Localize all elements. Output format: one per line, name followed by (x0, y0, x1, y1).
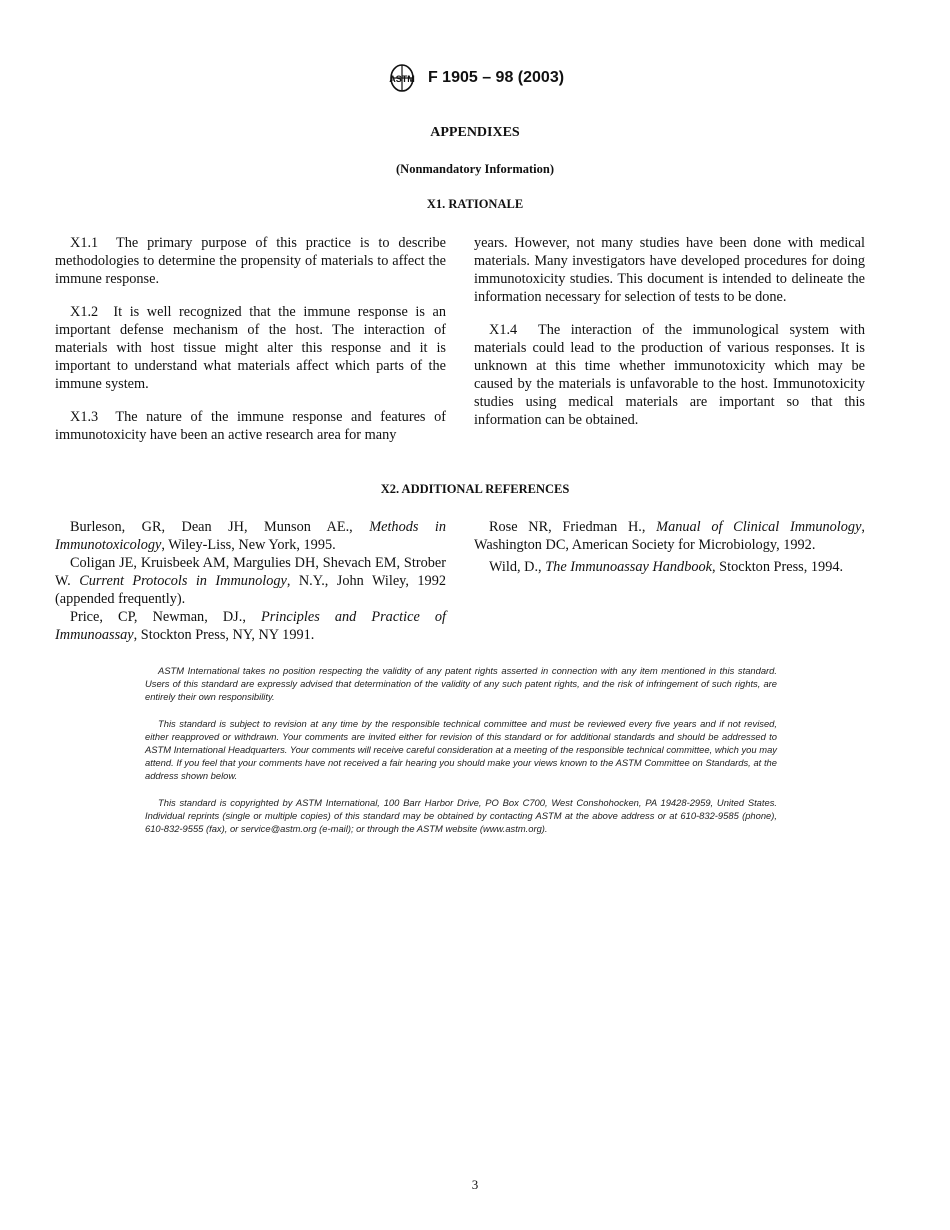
reference-authors: Burleson, GR, Dean JH, Munson AE., (70, 519, 353, 535)
page-number: 3 (471, 1177, 479, 1192)
paragraph-text: years. However, not many studies have been done with medical materials. Many investigators have developed procedures for doing immunotoxicity studies. This document is intended to delineate the information necessary for selection of tests to be done. (474, 235, 865, 305)
x1-heading: X1. RATIONALE (426, 197, 524, 211)
appendixes-title: APPENDIXES (430, 125, 520, 140)
copyright-notice: This standard is copyrighted by ASTM International, 100 Barr Harbor Drive, PO Box C700, West Conshohocken, PA 19428-2959, United States. Individual reprints (single or multiple copies) of this standard may be obtained by contacting ASTM at the above address or at 610-832-9585 (phone), 610-832-9555 (fax), or service@astm.org (e-mail); or through the ASTM website (www.astm.org). (145, 797, 777, 834)
x1-right-column (474, 234, 865, 444)
reference-authors: Wild, D., (489, 559, 542, 575)
standard-designation: F 1905 – 98 (2003) (427, 69, 565, 86)
reference-item (55, 518, 446, 554)
paragraph-x1-1 (55, 234, 446, 288)
reference-title: The Immunoassay Handbook (545, 559, 712, 575)
paragraph-text: The nature of the immune response and features of immunotoxicity have been an active research area for many (55, 409, 446, 443)
x1-left-column (55, 234, 446, 459)
paragraph-number: X1.4 (489, 322, 518, 338)
x2-left-column (55, 518, 446, 644)
paragraph-text: The interaction of the immunological system with materials could lead to the production of various responses. It is unknown at this time whether immunotoxicity which may be caused by the materials is unfavorable to the host. Immunotoxicity studies using medical materials are important so that this information can be obtained. (474, 322, 865, 428)
reference-details: , Washington DC, American Society for Microbiology, 1992. (474, 519, 865, 553)
legal-notices (145, 664, 777, 849)
revision-notice: This standard is subject to revision at any time by the responsible technical committee and must be reviewed every five years and if not revised, either reapproved or withdrawn. Your comments are invited either for revision of this standard or for additional standards and should be addressed to ASTM International Headquarters. Your comments will receive careful consideration at a meeting of the responsible technical committee, which you may attend. If you feel that your comments have not received a fair hearing you should make your views known to the ASTM Committee on Standards, at the address shown below. (145, 718, 777, 781)
page-header (0, 63, 950, 93)
paragraph-number: X1.2 (70, 304, 99, 320)
paragraph-x1-3-continued (474, 234, 865, 306)
reference-title: Principles and Practice of Immunoassay (55, 609, 447, 643)
reference-title: Methods in Immunotoxicology (55, 519, 447, 553)
reference-title: Manual of Clinical Immunology (656, 519, 862, 535)
paragraph-x1-4 (474, 321, 865, 429)
reference-authors: Price, CP, Newman, DJ., (70, 609, 246, 625)
reference-authors: Rose NR, Friedman H., (489, 519, 646, 535)
reference-authors: Coligan JE, Kruisbeek AM, Margulies DH, Shevach EM, Strober W. (55, 555, 446, 589)
paragraph-text: It is well recognized that the immune response is an important defense mechanism of the host. The interaction of materials with host tissue might alter this response and it is important to understand what materials affect which parts of the immune system. (55, 304, 447, 392)
appendixes-subtitle: (Nonmandatory Information) (396, 162, 554, 176)
reference-details: , N.Y., John Wiley, 1992 (appended frequently). (55, 573, 446, 607)
patent-notice: ASTM International takes no position respecting the validity of any patent rights asserted in connection with any item mentioned in this standard. Users of this standard are expressly advised that determination of the validity of any such patent rights, and the risk of infringement of such rights, are entirely their own responsibility. (145, 665, 777, 702)
reference-details: , Wiley-Liss, New York, 1995. (161, 537, 336, 553)
reference-item (55, 608, 446, 644)
reference-item (55, 554, 446, 608)
paragraph-number: X1.1 (70, 235, 99, 251)
reference-title: Current Protocols in Immunology (79, 573, 287, 589)
reference-details: , Stockton Press, 1994. (712, 559, 844, 575)
svg-text:ASTM: ASTM (389, 74, 415, 84)
reference-item (474, 518, 865, 554)
x2-heading: X2. ADDITIONAL REFERENCES (380, 482, 570, 496)
paragraph-x1-2 (55, 303, 446, 393)
paragraph-text: The primary purpose of this practice is to describe methodologies to determine the propensity of materials to affect the immune response. (55, 235, 446, 287)
astm-logo-icon (386, 63, 420, 93)
x2-right-column (474, 518, 865, 576)
paragraph-number: X1.3 (70, 409, 99, 425)
reference-details: , Stockton Press, NY, NY 1991. (133, 627, 315, 643)
reference-item (474, 558, 865, 576)
paragraph-x1-3 (55, 408, 446, 444)
